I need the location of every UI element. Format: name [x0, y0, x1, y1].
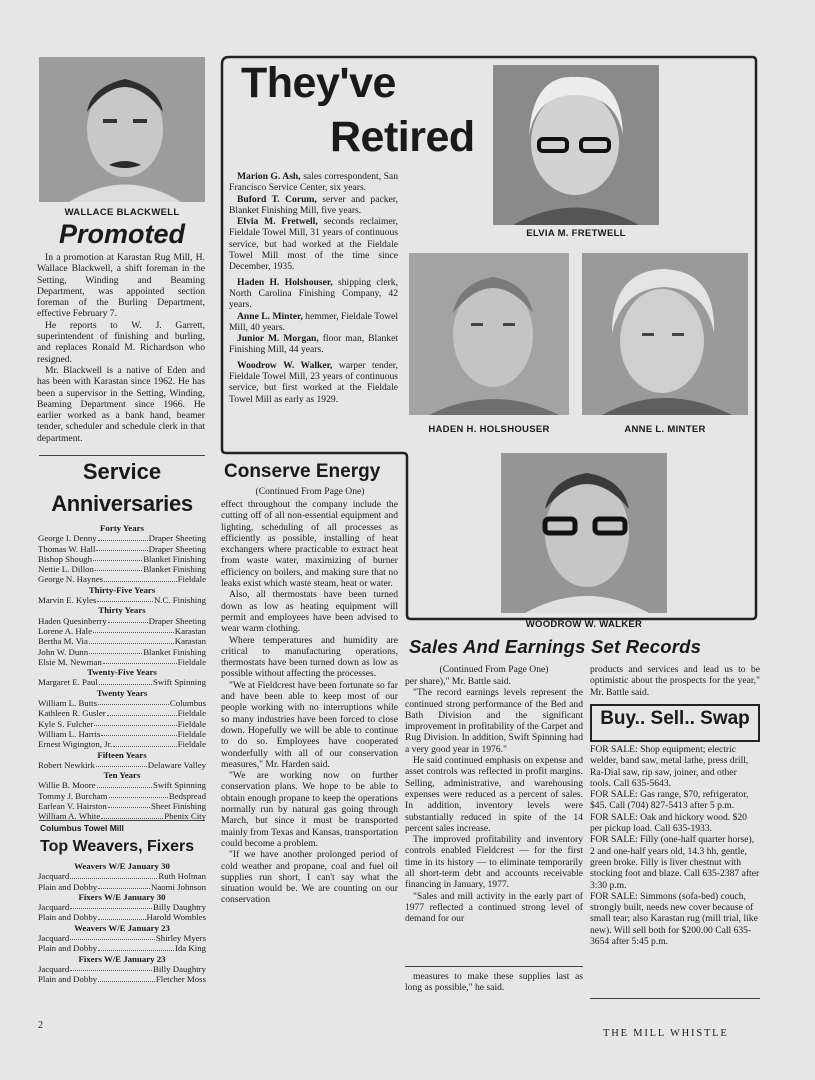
roster-place: Swift Spinning	[152, 677, 206, 688]
roster-group-title: Twenty Years	[96, 687, 148, 698]
roster-row	[38, 698, 206, 708]
roster-name: Bishop Shough	[38, 553, 93, 564]
retired-headline-2: Retired	[330, 113, 475, 161]
conserve-continued-tail	[405, 971, 583, 994]
roster-name: William A. White	[38, 811, 101, 822]
roster-group-title: Fixers W/E January 30	[78, 891, 166, 902]
page-number: 2	[38, 1020, 43, 1031]
roster-name: Kathleen R. Gusler	[38, 708, 106, 719]
roster-place: Blanket Finishing	[143, 564, 206, 575]
roster-name: Kyle S. Fulcher	[38, 718, 94, 729]
swap-item: FOR SALE: Shop equipment; electric welder, band saw, metal lathe, press drill, Ra-Dial saw, rip saw, joiner, and other tools. Call 635-5643.	[590, 744, 749, 789]
swap-item: FOR SALE: Gas range, $70, refrigerator, $45. Call (704) 827-5413 after 5 p.m.	[590, 789, 749, 812]
roster-row	[38, 902, 206, 912]
roster-name: George I. Denny	[38, 533, 97, 544]
roster-row	[38, 544, 206, 554]
leader-dots	[97, 595, 153, 602]
leader-dots	[95, 564, 142, 571]
roster-place: Draper Sheeting	[148, 533, 206, 544]
roster-place: Fieldale	[177, 708, 206, 719]
weavers-kicker: Columbus Towel Mill	[40, 823, 124, 833]
roster-row	[38, 912, 206, 922]
roster-name: Elsie M. Newman	[38, 656, 102, 667]
leader-dots	[101, 729, 176, 736]
roster-group-title: Fifteen Years	[97, 749, 147, 760]
roster-name: Jacquard	[38, 902, 70, 913]
swap-item: FOR SALE: Filly (one-half quarter horse), 2 and one-half years old, 14.3 hh, gentle, green broke. Filly is liver chestnut with stocking foot and blaze. Call 635-2387 after 3:30 p.m.	[590, 834, 760, 891]
retired-entry: Buford T. Corum, server and packer, Blanket Finishing Mill, five years.	[229, 193, 398, 216]
roster-place: Delaware Valley	[147, 759, 206, 770]
roster-row	[38, 657, 206, 667]
roster-place: Swift Spinning	[152, 780, 206, 791]
roster-place: Harold Wombles	[146, 912, 206, 923]
roster-name: William L. Butts	[38, 698, 98, 709]
anniversaries-headline-1: Service	[82, 459, 162, 484]
conserve-continued: (Continued From Page One)	[255, 486, 365, 497]
roster-place: Naomi Johnson	[151, 881, 206, 892]
roster-name: Plain and Dobby	[38, 912, 98, 923]
roster-group-title: Weavers W/E January 30	[74, 861, 170, 871]
leader-dots	[108, 801, 150, 808]
roster-row	[38, 882, 206, 892]
leader-dots	[98, 974, 155, 981]
roster-name: John W. Dunn	[38, 646, 89, 657]
sales-headline: Sales And Earnings Set Records	[409, 636, 702, 657]
leader-dots	[98, 943, 174, 950]
roster-row	[38, 943, 206, 953]
anniversaries-roster	[38, 523, 206, 822]
roster-name: Ernest Wigington, Jr.	[38, 739, 113, 750]
roster-row	[38, 708, 206, 718]
swap-item: FOR SALE: Simmons (sofa-bed) couch, strongly built, needs new cover because of small tear; also Karastan rug (mill trial, like new). Will sell both for $200.00 Call 635-3654 after 5:45 p.m.	[590, 890, 758, 948]
leader-dots	[109, 791, 168, 798]
roster-name: Jacquard	[38, 933, 70, 944]
roster-place: Karastan	[174, 625, 206, 636]
photo-wallace-blackwell	[39, 57, 205, 202]
roster-row	[38, 760, 206, 770]
weavers-headline: Top Weavers, Fixers	[40, 838, 195, 855]
roster-row	[38, 739, 206, 749]
roster-place: Sheet Finishing	[151, 801, 206, 812]
divider	[405, 966, 583, 967]
leader-dots	[96, 760, 147, 767]
leader-dots	[101, 811, 163, 818]
leader-dots	[70, 902, 152, 909]
roster-place: Draper Sheeting	[148, 543, 206, 554]
photo-anne-minter	[582, 253, 748, 415]
retired-headline-1: They've	[241, 59, 396, 107]
roster-name: Jacquard	[38, 963, 70, 974]
conserve-headline: Conserve Energy	[224, 461, 381, 482]
roster-group-title: Thirty-Five Years	[88, 584, 156, 595]
roster-name: Marvin E. Kyles	[38, 595, 97, 606]
retired-list	[229, 171, 398, 405]
divider	[590, 998, 760, 999]
roster-row	[38, 554, 206, 564]
roster-place: Fieldale	[177, 739, 206, 750]
roster-name: Plain and Dobby	[38, 974, 98, 985]
roster-place: Bedspread	[168, 790, 206, 801]
roster-place: Blanket Finishing	[143, 646, 206, 657]
leader-dots	[70, 964, 152, 971]
roster-row	[38, 871, 206, 881]
conserve-article	[221, 499, 398, 906]
photo-woodrow-walker	[501, 453, 667, 613]
photo-caption-holshouser: HADEN H. HOLSHOUSER	[428, 424, 550, 435]
roster-place: N.C. Finishing	[153, 595, 206, 606]
roster-place: Fletcher Moss	[155, 974, 206, 985]
promoted-article	[37, 252, 205, 444]
leader-dots	[97, 780, 152, 787]
swap-item: FOR SALE: Oak and hickory wood. $20 per pickup load. Call 635-1933.	[590, 811, 747, 835]
roster-row	[38, 719, 206, 729]
roster-place: Shirley Myers	[155, 933, 206, 944]
promoted-paragraph: In a promotion at Karastan Rug Mill, H. Wallace Blackwell, a shift foreman in the Setting, Winding and Beaming Department, was appointed section foreman of the Burling Department, effective February 7.	[37, 252, 205, 320]
roster-name: Willie B. Moore	[38, 780, 96, 791]
leader-dots	[94, 719, 176, 726]
roster-row	[38, 574, 206, 584]
roster-name: Bertha M. Via	[38, 636, 88, 647]
roster-place: Fieldale	[177, 718, 206, 729]
roster-name: Earlean V. Hairston	[38, 801, 107, 812]
promoted-paragraph: Mr. Blackwell is a native of Eden and has been with Karastan since 1962. He has been a supervisor in the Setting, Winding, Beaming Department since 1966. He earlier worked as a bank hand, beamer tender, scheduler and schedule clerk in that department.	[37, 364, 205, 444]
sales-continued: (Continued From Page One)	[439, 664, 549, 675]
roster-group-title: Weavers W/E January 23	[74, 922, 170, 933]
roster-name: Haden Quesinberry	[38, 615, 107, 626]
leader-dots	[89, 636, 174, 643]
retired-entry: Haden H. Holshouser, shipping clerk, North Carolina Finishing Company, 42 years.	[229, 276, 398, 311]
leader-dots	[99, 677, 152, 684]
roster-name: Margaret E. Paul	[38, 677, 98, 688]
photo-elvia-fretwell	[493, 65, 659, 225]
leader-dots	[103, 657, 177, 664]
divider	[39, 820, 205, 821]
conserve-paragraph: "If we have another prolonged period of cold weather and propane, coal and fuel oil supplies run short, I can't say what the situation would be. We are counting on our conservation	[221, 849, 398, 906]
conserve-paragraph: effect throughout the company include the cutting off of all non-essential equipment and lighting, scheduling of all processes as efficiently as possible, installing of heat exchangers where practicable to extract heat from waste water, maximizing of burner efficiency on boilers, and making sure that no leaks exist which waste steam, heat or water.	[221, 499, 398, 590]
roster-group-title: Forty Years	[100, 523, 144, 533]
leader-dots	[98, 912, 145, 919]
retired-entry: Junior M. Morgan, floor man, Blanket Finishing Mill, 44 years.	[229, 333, 398, 356]
sales-paragraph: "Sales and mill activity in the early part of 1977 reflected a continued strong level of demand for our	[405, 890, 583, 925]
conserve-paragraph: Also, all thermostats have been turned down as low as heating equipment will permit and employees have been advised to wear warm clothing.	[221, 589, 398, 635]
roster-place: Ida King	[174, 943, 206, 954]
roster-place: Billy Daughtry	[152, 963, 206, 974]
leader-dots	[113, 739, 176, 746]
roster-place: Billy Daughtry	[152, 902, 206, 913]
roster-name: Nettie L. Dillon	[38, 564, 94, 575]
roster-place: Draper Sheeting	[148, 615, 206, 626]
sales-article-right	[590, 664, 760, 698]
roster-name: Plain and Dobby	[38, 881, 98, 892]
leader-dots	[96, 544, 147, 551]
divider	[39, 455, 205, 456]
promoted-headline: Promoted	[58, 219, 185, 249]
conserve-paragraph: "We are working now on further conservation plans. We hope to be able to obtain enough propane to keep the operations normally run by natural gas going through March, but since it must be transported mainly from Texas and Kansas, transportation could become a problem.	[221, 770, 398, 849]
roster-group-title: Thirty Years	[98, 605, 146, 616]
promoted-paragraph: He reports to W. J. Garrett, superintendent of finishing and burling, and replaces Ronald M. Richardson who resigned.	[37, 319, 205, 365]
retired-entry: Anne L. Minter, hemmer, Fieldale Towel Mill, 40 years.	[229, 310, 398, 333]
retired-entry: Marion G. Ash, sales correspondent, San Francisco Service Center, six years.	[229, 171, 398, 194]
leader-dots	[70, 933, 155, 940]
sales-paragraph: The improved profitability and inventory controls enabled Fieldcrest — for the first time in its history — to eliminate temporarily all short-term debt and accounts receivable financing in January, 1977.	[405, 834, 583, 891]
leader-dots	[98, 698, 169, 705]
roster-group-title: Ten Years	[103, 770, 141, 781]
sales-paragraph: per share)," Mr. Battle said.	[405, 676, 511, 687]
conserve-tail-paragraph: measures to make these supplies last as long as possible," he said.	[405, 971, 583, 994]
masthead-footer: THE MILL WHISTLE	[603, 1028, 729, 1039]
anniversaries-headline-2: Anniversaries	[51, 491, 193, 516]
roster-name: Thomas W. Hall	[38, 543, 96, 554]
roster-name: William L. Harris	[38, 728, 101, 739]
leader-dots	[93, 554, 142, 561]
roster-name: Robert Newkirk	[38, 759, 95, 770]
conserve-paragraph: "We at Fieldcrest have been fortunate so far and have been able to keep most of our people working with no interruptions while so many industries have been forced to close down. Hopefully we will be able to continue to do so. Employees have cooperated wonderfully with all of our conservation measures," Mr. Harden said.	[221, 679, 398, 770]
sales-paragraph: He said continued emphasis on expense and asset controls was reflected in profit margins. Selling, administrative, and warehousing expenses were reduced as a percent of sales. In addition, inventory levels were substantially reduced in spite of the 14 percent sales increase.	[405, 755, 583, 834]
roster-row	[38, 636, 206, 646]
roster-name: George N. Haynes	[38, 574, 104, 585]
roster-place: Fieldale	[177, 656, 206, 667]
roster-place: Columbus	[169, 698, 206, 709]
leader-dots	[70, 871, 157, 878]
leader-dots	[89, 647, 142, 654]
roster-name: Lorene A. Hale	[38, 625, 92, 636]
retired-entry: Woodrow W. Walker, warper tender, Fieldale Towel Mill, 23 years of continuous service, but first worked at the Fieldale Towel Mill as early as 1929.	[229, 359, 398, 405]
leader-dots	[98, 533, 148, 540]
roster-row	[38, 677, 206, 687]
roster-row	[38, 533, 206, 543]
roster-row	[38, 933, 206, 943]
roster-row	[38, 974, 206, 984]
leader-dots	[108, 616, 148, 623]
roster-row	[38, 801, 206, 811]
swap-list	[590, 744, 760, 947]
photo-caption-blackwell: WALLACE BLACKWELL	[64, 207, 180, 218]
roster-place: Fieldale	[177, 728, 206, 739]
leader-dots	[104, 574, 177, 581]
leader-dots	[93, 626, 174, 633]
roster-group-title: Twenty-Five Years	[87, 667, 157, 678]
conserve-paragraph: Where temperatures and humidity are critical to manufacturing operations, thermostats have been turned down as low as possible without affecting the processes.	[221, 634, 398, 680]
roster-name: Tommy J. Burcham	[38, 790, 108, 801]
leader-dots	[98, 882, 150, 889]
photo-caption-fretwell: ELVIA M. FRETWELL	[526, 228, 626, 239]
sales-paragraph: "The record earnings levels represent the continued strong performance of the Bed and Bath Division and the significant improvement in profitability of the Carpet and Rug Division. In addition, Swift Spinning had a very good year in 1976."	[405, 687, 583, 755]
roster-place: Fieldale	[177, 574, 206, 585]
roster-row	[38, 626, 206, 636]
roster-row	[38, 647, 206, 657]
photo-caption-walker: WOODROW W. WALKER	[525, 619, 643, 630]
weavers-roster	[38, 861, 206, 985]
roster-group-title: Fixers W/E January 23	[78, 953, 166, 964]
swap-headline: Buy.. Sell.. Swap	[600, 708, 750, 729]
roster-row	[38, 564, 206, 574]
roster-row	[38, 595, 206, 605]
roster-row	[38, 791, 206, 801]
roster-row	[38, 780, 206, 790]
sales-article	[405, 676, 583, 925]
leader-dots	[107, 708, 177, 715]
photo-haden-holshouser	[409, 253, 569, 415]
roster-place: Karastan	[174, 636, 206, 647]
retired-entry: Elvia M. Fretwell, seconds reclaimer, Fieldale Towel Mill, 31 years of continuous service, but had worked at the Fieldale Towel Mill most of the time since December, 1935.	[229, 216, 398, 273]
photo-caption-minter: ANNE L. MINTER	[624, 424, 706, 435]
roster-row	[38, 729, 206, 739]
roster-row	[38, 964, 206, 974]
roster-place: Blanket Finishing	[143, 553, 206, 564]
roster-name: Jacquard	[38, 871, 70, 882]
sales-right-paragraph: products and services and lead us to be optimistic about the prospects for the year," Mr. Battle said.	[590, 664, 760, 698]
roster-place: Phenix City	[164, 811, 206, 822]
roster-row	[38, 616, 206, 626]
roster-place: Ruth Holman	[158, 871, 206, 882]
roster-name: Plain and Dobby	[38, 943, 98, 954]
